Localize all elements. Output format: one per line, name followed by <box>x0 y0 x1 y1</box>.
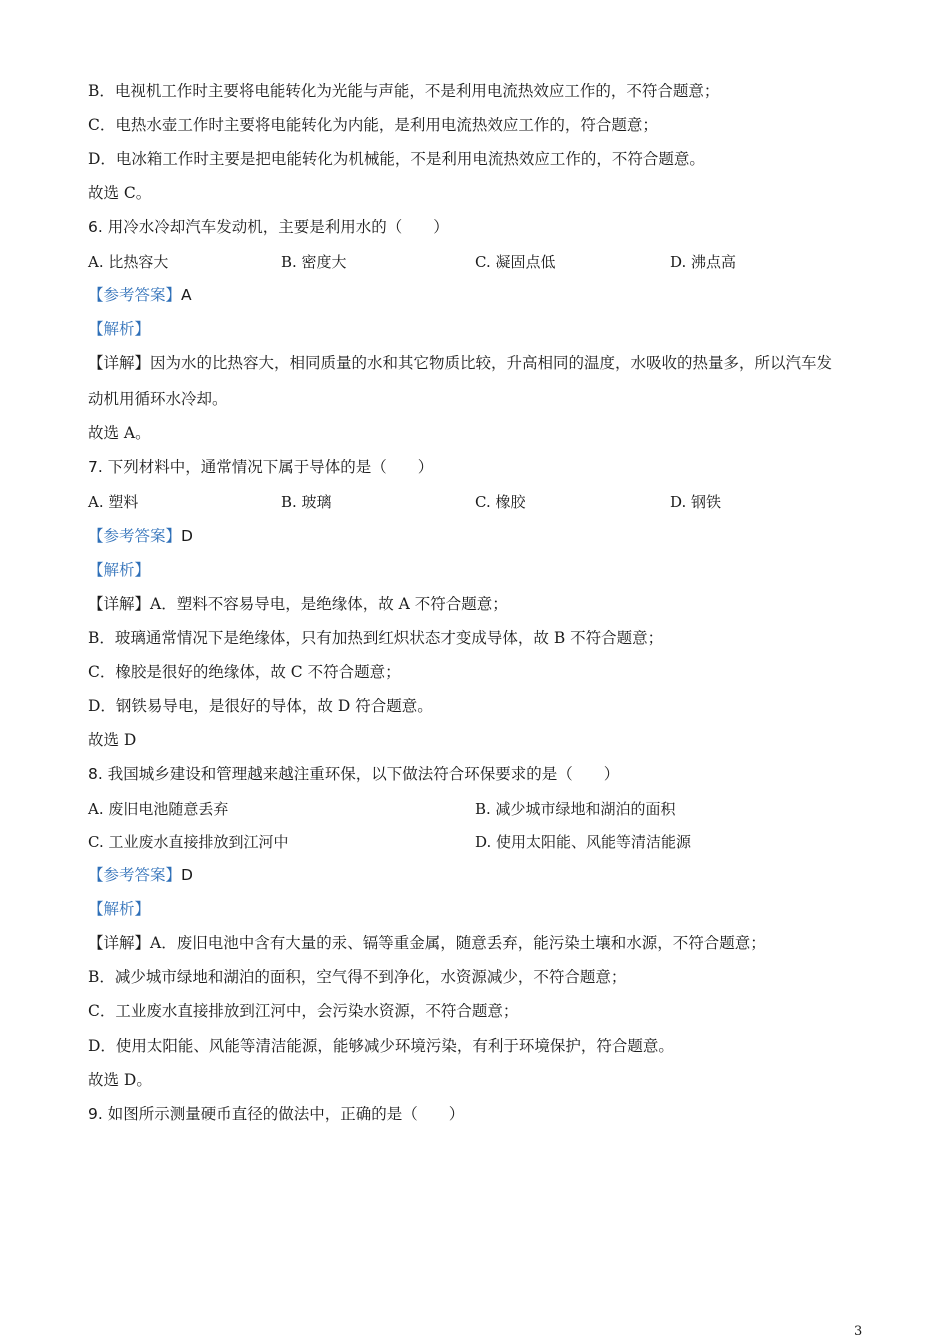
q6-option-c: C. 凝固点低 <box>475 253 556 271</box>
q8-stem-line <box>88 764 619 784</box>
q8-detail-b: B．减少城市绿地和湖泊的面积，空气得不到净化，水资源减少，不符合题意； <box>88 968 627 986</box>
q6-option-b: B. 密度大 <box>281 253 347 271</box>
q7-detail-d: D．钢铁易导电，是很好的导体，故 D 符合题意。 <box>88 697 433 715</box>
q6-detail-line-1: 【详解】因为水的比热容大，相同质量的水和其它物质比较，升高相同的温度，水吸收的热量多，所以汽车发 <box>88 354 833 372</box>
q6-answer-tag: 【参考答案】 <box>88 286 182 304</box>
q6-answer: A <box>181 286 192 304</box>
q8-answer: D <box>181 866 193 884</box>
q9-stem: 如图所示测量硬币直径的做法中，正确的是（ ） <box>107 1105 465 1123</box>
q5-option-b-explanation: B．电视机工作时主要将电能转化为光能与声能，不是利用电流热效应工作的，不符合题意； <box>88 82 720 100</box>
q8-option-a: A. 废旧电池随意丢弃 <box>88 800 229 818</box>
q8-detail-d: D．使用太阳能、风能等清洁能源，能够减少环境污染，有利于环境保护，符合题意。 <box>88 1037 674 1055</box>
q8-conclusion: 故选 D。 <box>88 1071 152 1089</box>
q8-detail-c: C．工业废水直接排放到江河中，会污染水资源，不符合题意； <box>88 1002 519 1020</box>
q8-stem: 我国城乡建设和管理越来越注重环保，以下做法符合环保要求的是（ ） <box>107 765 620 783</box>
q8-detail-a: 【详解】A．废旧电池中含有大量的汞、镉等重金属，随意丢弃，能污染土壤和水源，不符合题意； <box>88 934 766 952</box>
q5-conclusion: 故选 C。 <box>88 184 152 202</box>
q5-option-d-explanation: D．电冰箱工作时主要是把电能转化为机械能，不是利用电流热效应工作的，不符合题意。 <box>88 150 705 168</box>
q5-option-c-explanation: C．电热水壶工作时主要将电能转化为内能，是利用电流热效应工作的，符合题意； <box>88 116 658 134</box>
q7-number: 7. <box>88 458 103 476</box>
q8-answer-tag: 【参考答案】 <box>88 866 182 884</box>
q9-number: 9. <box>88 1105 103 1123</box>
q6-number: 6. <box>88 218 103 236</box>
q6-answer-line <box>88 285 192 305</box>
q7-stem-line <box>88 457 433 477</box>
q7-option-b: B. 玻璃 <box>281 493 332 511</box>
q7-stem: 下列材料中，通常情况下属于导体的是（ ） <box>107 458 434 476</box>
q7-detail-c: C．橡胶是很好的绝缘体，故 C 不符合题意； <box>88 663 401 681</box>
q6-conclusion: 故选 A。 <box>88 424 151 442</box>
q6-stem: 用冷水冷却汽车发动机，主要是利用水的（ ） <box>107 218 449 236</box>
q6-detail-line-2: 动机用循环水冷却。 <box>88 390 228 408</box>
q7-option-a: A. 塑料 <box>88 493 139 511</box>
q8-option-b: B. 减少城市绿地和湖泊的面积 <box>475 800 676 818</box>
q8-option-c: C. 工业废水直接排放到江河中 <box>88 833 289 851</box>
q7-option-d: D. 钢铁 <box>670 493 722 511</box>
q6-option-a: A. 比热容大 <box>88 253 169 271</box>
q7-answer-line <box>88 526 193 546</box>
q7-conclusion: 故选 D <box>88 731 137 749</box>
q6-stem-line <box>88 217 449 237</box>
q7-analysis-tag: 【解析】 <box>88 561 151 579</box>
q6-analysis-tag: 【解析】 <box>88 320 151 338</box>
q7-detail-a: 【详解】A．塑料不容易导电，是绝缘体，故 A 不符合题意； <box>88 595 508 613</box>
q9-stem-line <box>88 1104 464 1124</box>
q6-option-d: D. 沸点高 <box>670 253 737 271</box>
q8-analysis-tag: 【解析】 <box>88 900 151 918</box>
q8-number: 8. <box>88 765 103 783</box>
q8-answer-line <box>88 865 193 885</box>
q7-detail-b: B．玻璃通常情况下是绝缘体，只有加热到红炽状态才变成导体，故 B 不符合题意； <box>88 629 664 647</box>
page-number: 3 <box>854 1324 863 1339</box>
q7-answer-tag: 【参考答案】 <box>88 527 182 545</box>
q8-option-d: D. 使用太阳能、风能等清洁能源 <box>475 833 692 851</box>
q7-option-c: C. 橡胶 <box>475 493 526 511</box>
q7-answer: D <box>181 527 193 545</box>
